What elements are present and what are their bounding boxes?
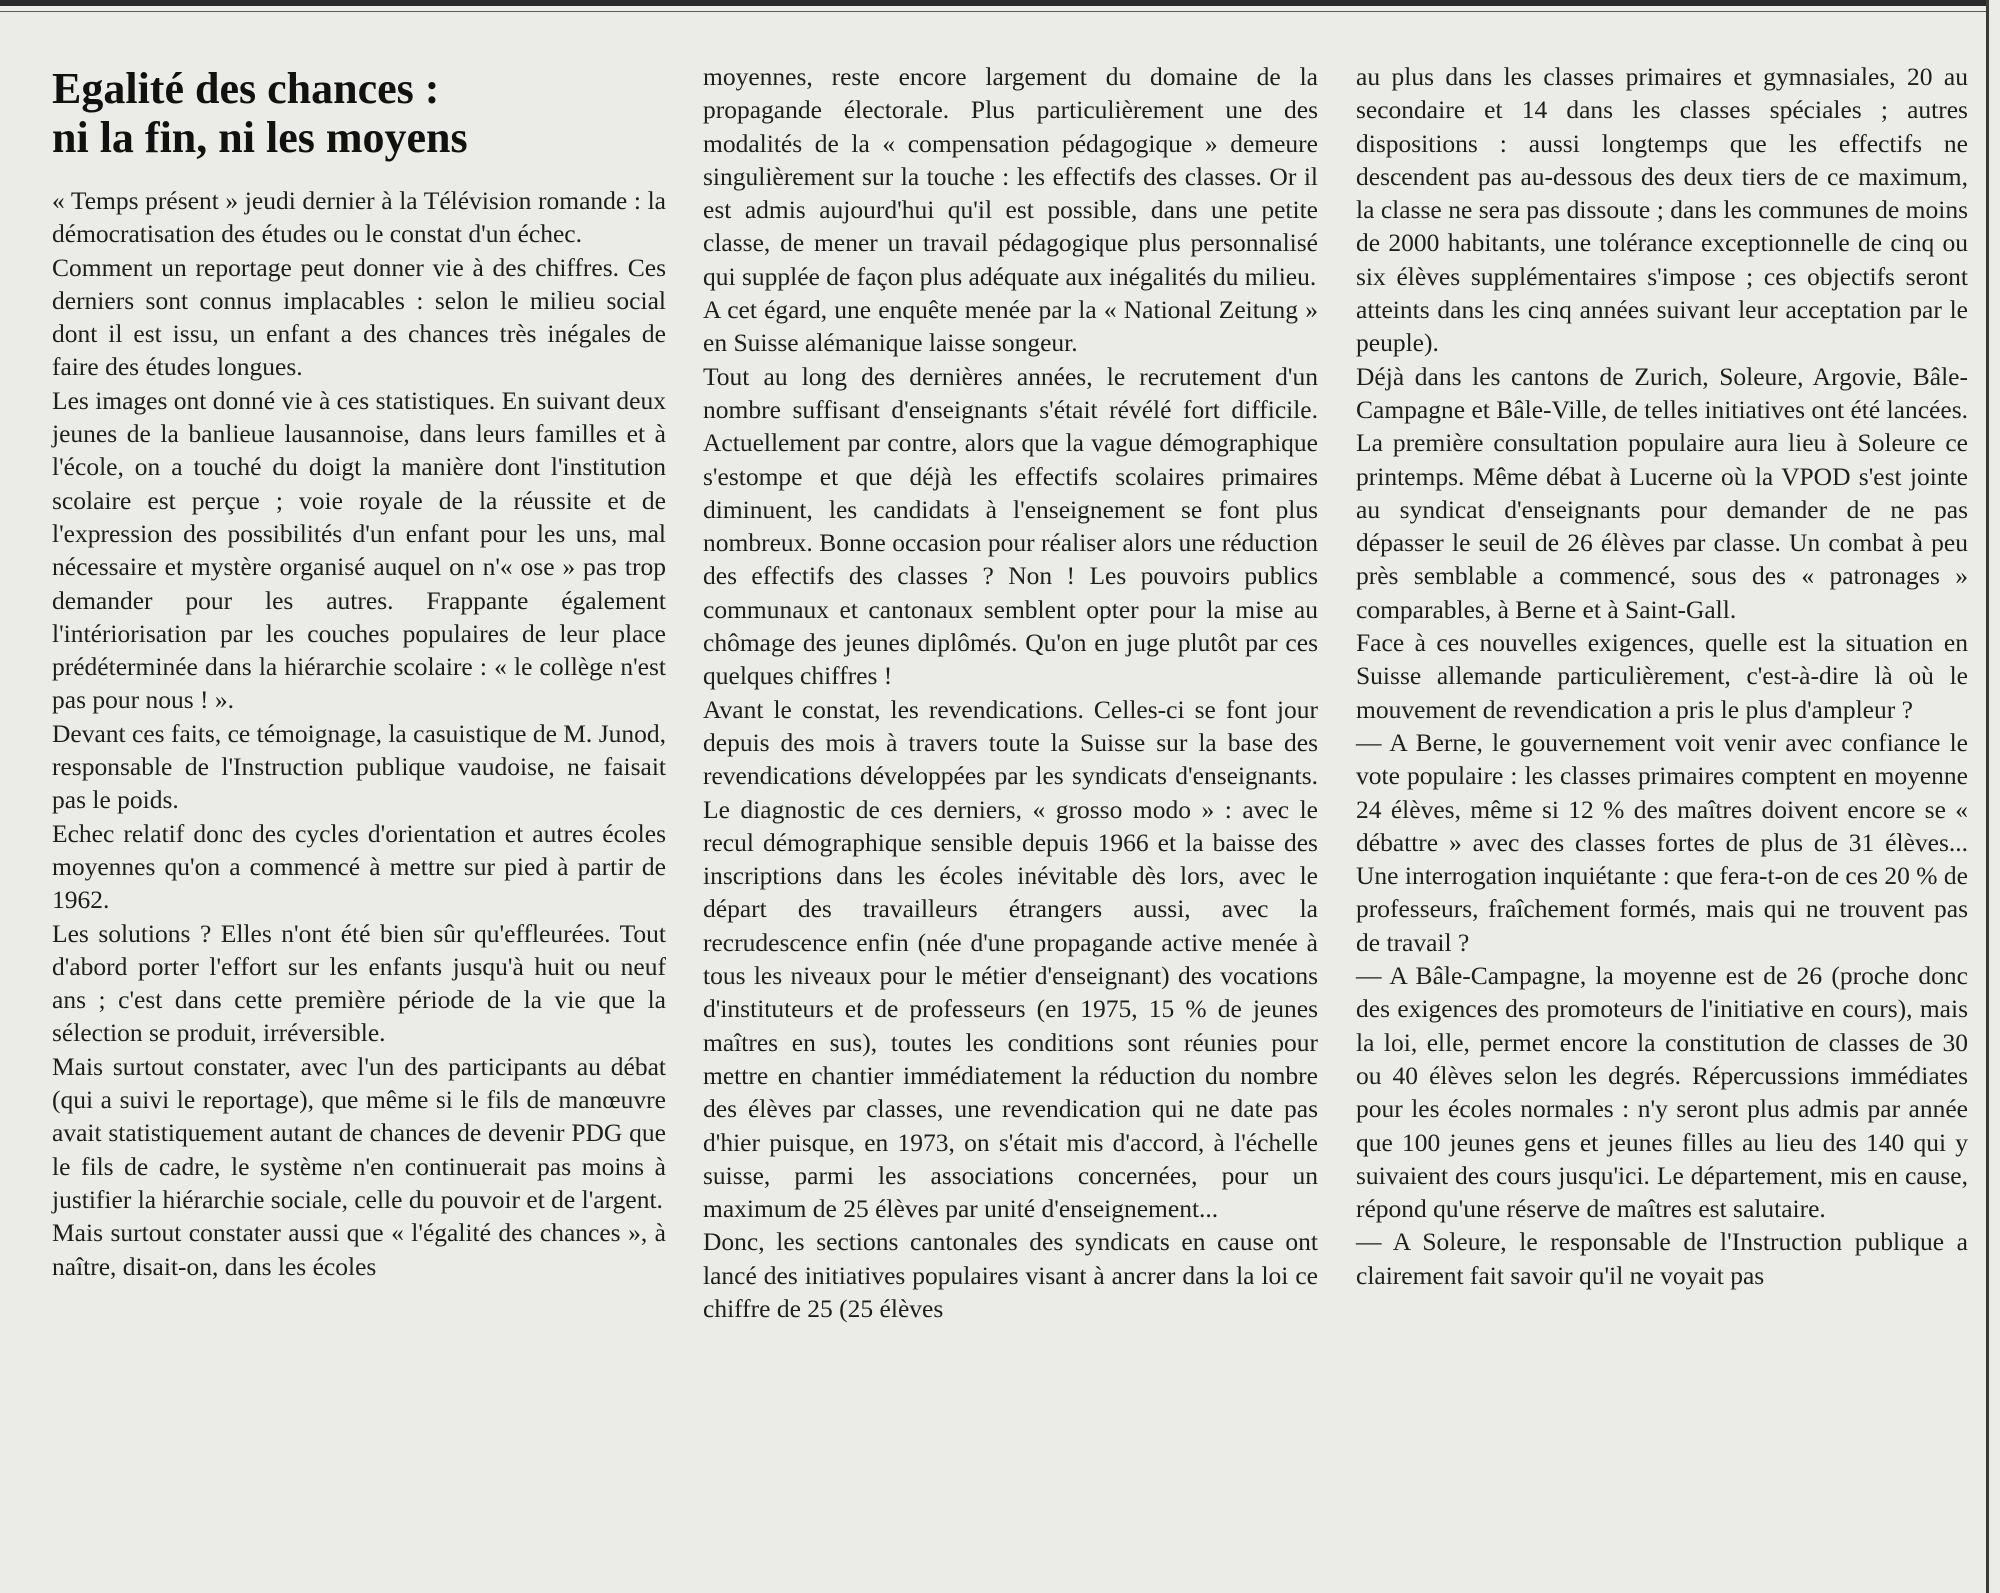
paragraph: Mais surtout constater, avec l'un des participants au débat (qui a suivi le reportage), que même si le fils de manœuvre avait statistiquement autant de chances de devenir PDG que le fils de cadre, le système n'en continuerait pas moins à justifier la hiérarchie sociale, celle du pouvoir et de l'argent.	[52, 1051, 666, 1214]
top-rule-thin	[0, 11, 1988, 12]
paragraph: Les solutions ? Elles n'ont été bien sûr qu'effleurées. Tout d'abord porter l'effort sur les enfants jusqu'à huit ou neuf ans ; c'est dans cette première période de la vie que la sélection se produit, irréversible.	[52, 918, 666, 1048]
paragraph: Les images ont donné vie à ces statistiques. En suivant deux jeunes de la banlieue lausannoise, dans leurs familles et à l'école, on a touché du doigt la manière dont l'institution scolaire est perçue ; voie royale de la réussite et de l'expression des possibilités d'un enfant pour les uns, mal nécessaire et mystère organisé auquel on n'« ose » pas trop demander pour les autres. Frappante également l'intériorisation par les couches populaires de leur place prédéterminée dans la hiérarchie scolaire : « le collège n'est pas pour nous ! ».	[52, 385, 666, 715]
right-edge-rule	[1986, 0, 1989, 1593]
paragraph: Tout au long des dernières années, le recrutement d'un nombre suffisant d'enseignants s'était révélé fort difficile. Actuellement par contre, alors que la vague démographique s'estompe et que déjà les effectifs scolaires primaires diminuent, les candidats à l'enseignement se font plus nombreux. Bonne occasion pour réaliser alors une réduction des effectifs des classes ? Non ! Les pouvoirs publics communaux et cantonaux semblent opter pour la mise au chômage des jeunes diplômés. Qu'on en juge plutôt par ces quelques chiffres !	[703, 361, 1318, 691]
column-2	[703, 60, 1318, 1325]
column-1	[52, 64, 666, 1283]
paragraph: — A Berne, le gouvernement voit venir avec confiance le vote populaire : les classes primaires comptent en moyenne 24 élèves, même si 12 % des maîtres doivent encore se « débattre » avec des classes fortes de plus de 31 élèves... Une interrogation inquiétante : que fera-t-on de ces 20 % de professeurs, fraîchement formés, mais qui ne trouvent pas de travail ?	[1356, 727, 1968, 957]
paragraph: Avant le constat, les revendications. Celles-ci se font jour depuis des mois à travers toute la Suisse sur la base des revendications développées par les syndicats d'enseignants. Le diagnostic de ces derniers, « grosso modo » : avec le recul démographique sensible depuis 1966 et la baisse des inscriptions dans les écoles inévitable dès lors, avec le départ des travailleurs étrangers aussi, avec la recrudescence enfin (née d'une propagande active menée à tous les niveaux pour le métier d'enseignant) des vocations d'instituteurs et de professeurs (en 1975, 15 % de jeunes maîtres en sus), toutes les conditions sont réunies pour mettre en chantier immédiatement la réduction du nombre des élèves par classes, une revendication qui ne date pas d'hier puisque, en 1973, on s'était mis d'accord, à l'échelle suisse, parmi les associations concernées, pour un maximum de 25 élèves par unité d'enseignement...	[703, 694, 1318, 1224]
paragraph: « Temps présent » jeudi dernier à la Télévision romande : la démocratisation des études ou le constat d'un échec.	[52, 186, 666, 249]
paragraph: moyennes, reste encore largement du domaine de la propagande électorale. Plus particulièrement une des modalités de la « compensation pédagogique » demeure singulièrement sur la touche : les effectifs des classes. Or il est admis aujourd'hui qu'il est possible, dans une petite classe, de mener un travail pédagogique plus personnalisé qui supplée de façon plus adéquate aux inégalités du milieu.	[703, 62, 1318, 291]
paragraph: Donc, les sections cantonales des syndicats en cause ont lancé des initiatives populaires visant à ancrer dans la loi ce chiffre de 25 (25 élèves	[703, 1227, 1318, 1323]
paragraph: Comment un reportage peut donner vie à des chiffres. Ces derniers sont connus implacables : selon le milieu social dont il est issu, un enfant a des chances très inégales de faire des études longues.	[52, 252, 666, 382]
paragraph: au plus dans les classes primaires et gymnasiales, 20 au secondaire et 14 dans les classes spéciales ; autres dispositions : aussi longtemps que les effectifs ne descendent pas au-dessous des deux tiers de ce maximum, la classe ne sera pas dissoute ; dans les communes de moins de 2000 habitants, une tolérance exceptionnelle de cinq ou six élèves supplémentaires s'impose ; ces objectifs seront atteints dans les cinq années suivant leur acceptation par le peuple).	[1356, 62, 1968, 358]
paragraph: Echec relatif donc des cycles d'orientation et autres écoles moyennes qu'on a commencé à mettre sur pied à partir de 1962.	[52, 818, 666, 915]
title-line-2: ni la fin, ni les moyens	[52, 113, 468, 162]
paragraph: A cet égard, une enquête menée par la « National Zeitung » en Suisse alémanique laisse songeur.	[703, 295, 1318, 358]
title-line-1: Egalité des chances :	[52, 64, 440, 113]
paragraph: Face à ces nouvelles exigences, quelle est la situation en Suisse allemande particulièrement, c'est-à-dire là où le mouvement de revendication a pris le plus d'ampleur ?	[1356, 628, 1968, 724]
paragraph: Déjà dans les cantons de Zurich, Soleure, Argovie, Bâle-Campagne et Bâle-Ville, de telles initiatives ont été lancées. La première consultation populaire aura lieu à Soleure ce printemps. Même débat à Lucerne où la VPOD s'est jointe au syndicat d'enseignants pour demander de ne pas dépasser le seuil de 26 élèves par classe. Un combat à peu près semblable a commencé, sous des « patronages » comparables, à Berne et à Saint-Gall.	[1356, 361, 1968, 624]
paragraph: — A Bâle-Campagne, la moyenne est de 26 (proche donc des exigences des promoteurs de l'initiative en cours), mais la loi, elle, permet encore la constitution de classes de 30 ou 40 élèves selon les degrés. Répercussions immédiates pour les écoles normales : n'y seront plus admis par année que 100 jeunes gens et jeunes filles au lieu des 140 qui y suivaient des cours jusqu'ici. Le département, mis en cause, répond qu'une réserve de maîtres est salutaire.	[1356, 961, 1968, 1224]
top-rule	[0, 0, 1988, 6]
column-3	[1356, 60, 1968, 1292]
paragraph: — A Soleure, le responsable de l'Instruction publique a clairement fait savoir qu'il ne voyait pas	[1356, 1227, 1968, 1290]
article-title	[52, 64, 666, 162]
paragraph: Mais surtout constater aussi que « l'égalité des chances », à naître, disait-on, dans les écoles	[52, 1218, 666, 1281]
paragraph: Devant ces faits, ce témoignage, la casuistique de M. Junod, responsable de l'Instruction publique vaudoise, ne faisait pas le poids.	[52, 718, 666, 815]
